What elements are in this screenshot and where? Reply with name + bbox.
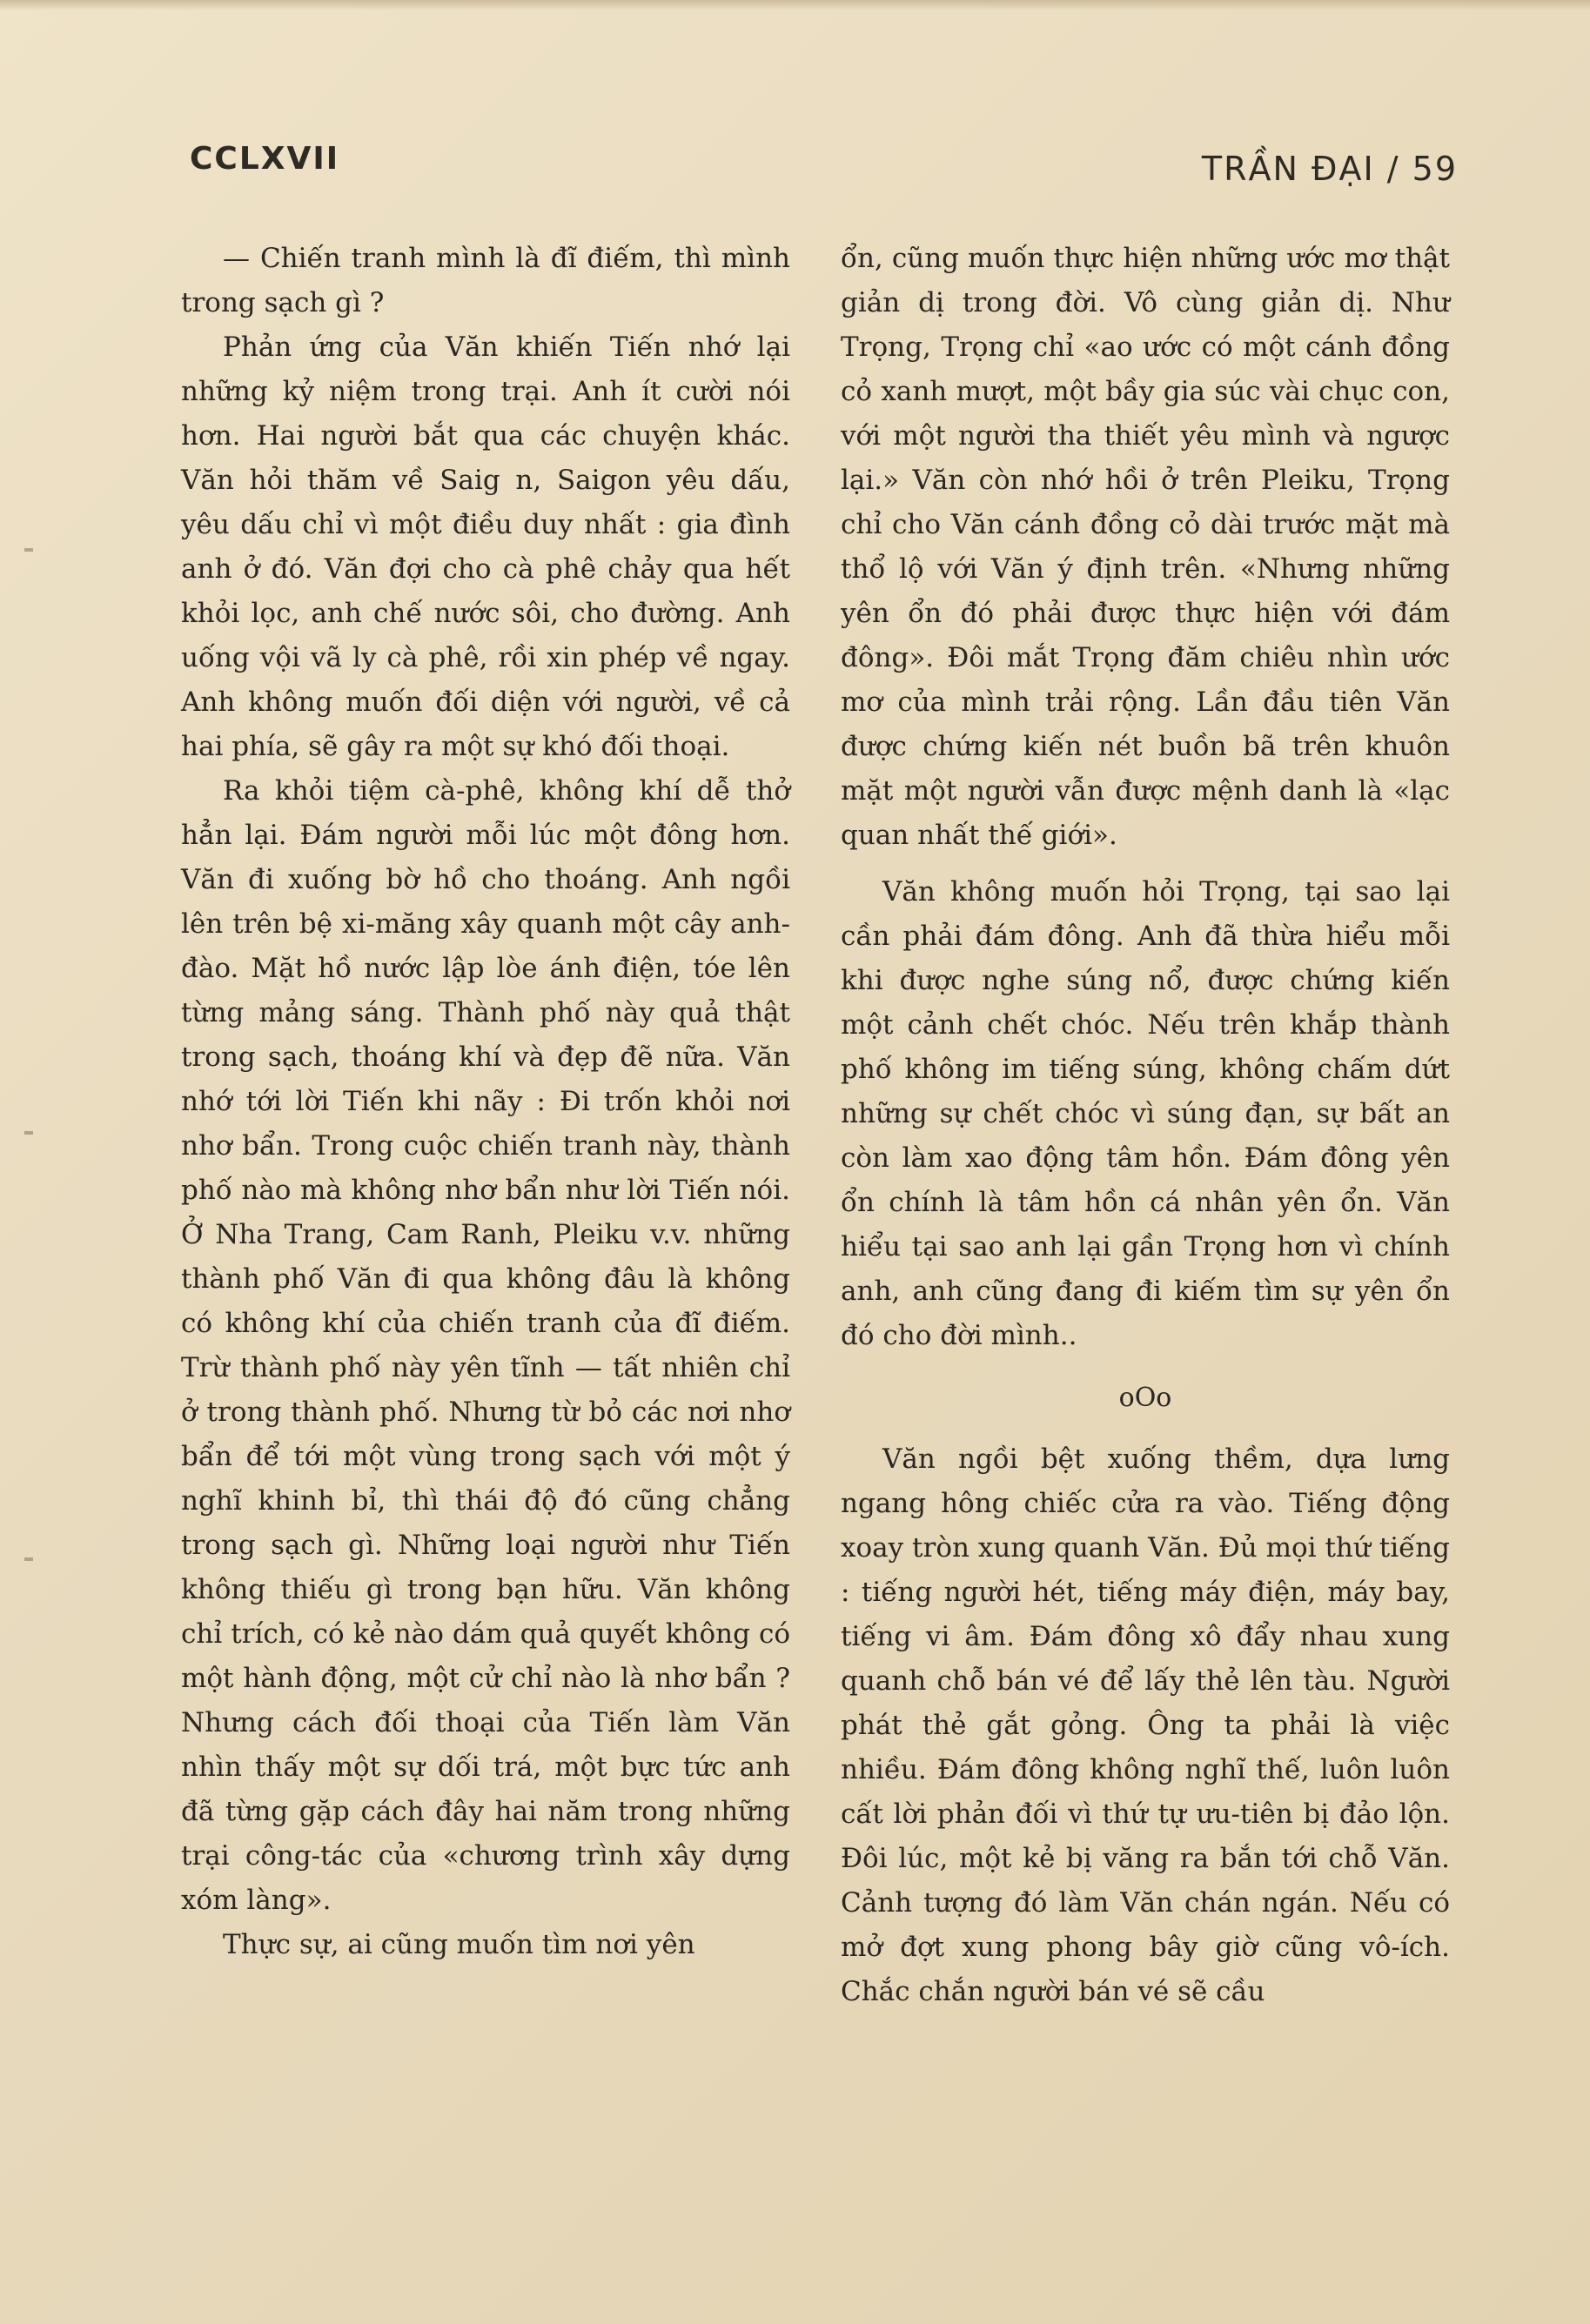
binding-mark [24,1131,33,1135]
paragraph: — Chiến tranh mình là đĩ điếm, thì mình trong sạch gì ? [181,243,790,318]
right-column [841,237,1450,2014]
binding-mark [24,1557,33,1561]
paragraph: Thực sự, ai cũng muốn tìm nơi yên [223,1929,695,1960]
paragraph: Văn ngồi bệt xuống thềm, dựa lưng ngang hông chiếc cửa ra vào. Tiếng động xoay tròn xung quanh Văn. Đủ mọi thứ tiếng : tiếng người hét, tiếng máy điện, máy bay, tiếng vi âm. Đám đông xô đẩy nhau xung quanh chỗ bán vé để lấy thẻ lên tàu. Người phát thẻ gắt gỏng. Ông ta phải là việc nhiều. Đám đông không nghĩ thế, luôn luôn cất lời phản đối vì thứ tự ưu-tiên bị đảo lộn. Đôi lúc, một kẻ bị văng ra bắn tới chỗ Văn. Cảnh tượng đó làm Văn chán ngán. Nếu có mở đợt xung phong bây giờ cũng vô-ích. Chắc chắn người bán vé sẽ cầu [841,1443,1450,2007]
running-header: TRẦN ĐẠI / 59 [1201,150,1458,188]
paragraph: ổn, cũng muốn thực hiện những ước mơ thật giản dị trong đời. Vô cùng giản dị. Như Trọng, Trọng chỉ «ao ước có một cánh đồng cỏ xanh mượt, một bầy gia súc vài chục con, với một người tha thiết yêu mình và ngược lại.» Văn còn nhớ hồi ở trên Pleiku, Trọng chỉ cho Văn cánh đồng cỏ dài trước mặt mà thổ lộ với Văn ý định trên. «Nhưng những yên ổn đó phải được thực hiện với đám đông». Đôi mắt Trọng đăm chiêu nhìn ước mơ của mình trải rộng. Lần đầu tiên Văn được chứng kiến nét buồn bã trên khuôn mặt một người vẫn được mệnh danh là «lạc quan nhất thế giới». [841,243,1450,851]
section-divider: oOo [1118,1383,1172,1413]
left-column [181,237,790,1967]
binding-mark [24,548,33,552]
chapter-number: CCLXVII [190,141,340,177]
paragraph: Văn không muốn hỏi Trọng, tại sao lại cần phải đám đông. Anh đã thừa hiểu mỗi khi được nghe súng nổ, được chứng kiến một cảnh chết chóc. Nếu trên khắp thành phố không im tiếng súng, không chấm dứt những sự chết chóc vì súng đạn, sự bất an còn làm xao động tâm hồn. Đám đông yên ổn chính là tâm hồn cá nhân yên ổn. Văn hiểu tại sao anh lại gần Trọng hơn vì chính anh, anh cũng đang đi kiếm tìm sự yên ổn đó cho đời mình.. [841,876,1450,1351]
paragraph: Ra khỏi tiệm cà-phê, không khí dễ thở hẳn lại. Đám người mỗi lúc một đông hơn. Văn đi xuống bờ hồ cho thoáng. Anh ngồi lên trên bệ xi-măng xây quanh một cây anh-đào. Mặt hồ nước lập lòe ánh điện, tóe lên từng mảng sáng. Thành phố này quả thật trong sạch, thoáng khí và đẹp đẽ nữa. Văn nhớ tới lời Tiến khi nãy : Đi trốn khỏi nơi nhơ bẩn. Trong cuộc chiến tranh này, thành phố nào mà không nhơ bẩn như lời Tiến nói. Ở Nha Trang, Cam Ranh, Pleiku v.v. những thành phố Văn đi qua không đâu là không có không khí của chiến tranh của đĩ điếm. Trừ thành phố này yên tĩnh — tất nhiên chỉ ở trong thành phố. Nhưng từ bỏ các nơi nhơ bẩn để tới một vùng trong sạch với một ý nghĩ khinh bỉ, thì thái độ đó cũng chẳng trong sạch gì. Những loại người như Tiến không thiếu gì trong bạn hữu. Văn không chỉ trích, có kẻ nào dám quả quyết không có một hành động, một cử chỉ nào là nhơ bẩn ? Nhưng cách đối thoại của Tiến làm Văn nhìn thấy một sự dối trá, một bực tức anh đã từng gặp cách đây hai năm trong những trại công-tác của «chương trình xây dựng xóm làng». [181,775,790,1916]
paragraph: Phản ứng của Văn khiến Tiến nhớ lại những kỷ niệm trong trại. Anh ít cười nói hơn. Hai người bắt qua các chuyện khác. Văn hỏi thăm về Saig n, Saigon yêu dấu, yêu dấu chỉ vì một điều duy nhất : gia đình anh ở đó. Văn đợi cho cà phê chảy qua hết khỏi lọc, anh chế nước sôi, cho đường. Anh uống vội vã ly cà phê, rồi xin phép về ngay. Anh không muốn đối diện với người, về cả hai phía, sẽ gây ra một sự khó đối thoại. [181,332,790,762]
